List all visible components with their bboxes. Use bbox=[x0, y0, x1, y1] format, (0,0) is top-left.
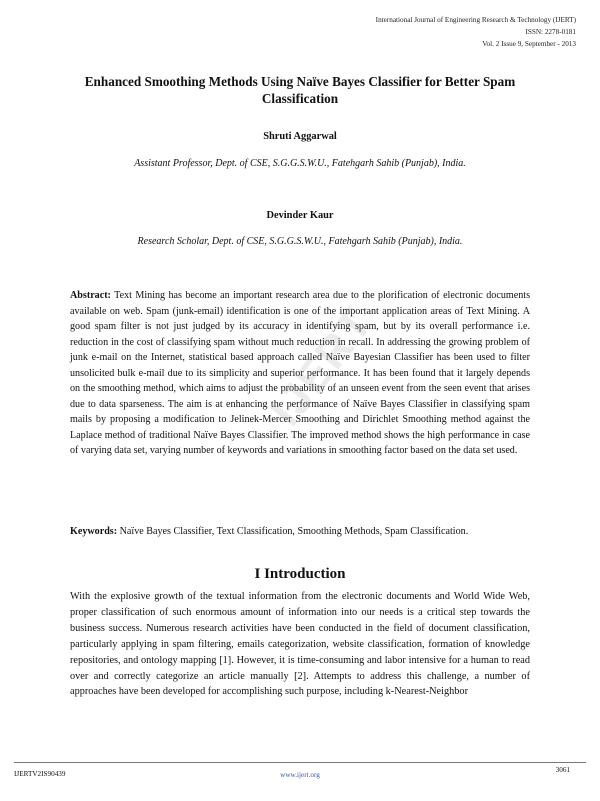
journal-header bbox=[376, 14, 576, 51]
author-name-2: Devinder Kaur bbox=[266, 210, 334, 221]
keywords-label: Keywords: bbox=[70, 526, 118, 537]
footer-page-number: 3061 bbox=[555, 766, 570, 774]
journal-name: International Journal of Engineering Research & Technology (IJERT) bbox=[375, 16, 576, 24]
introduction-text: With the explosive growth of the textual information from the electronic documents and World Wide Web, proper classification of such enormous amount of information into our needs is a critical step towards the business success. Numerous research activities have been conducted in the field of document classification, particularly applying in spam filtering, emails categorization, website classification, formation of knowledge repositories, and ontology mapping [1]. However, it is time-consuming and labor intensive for a human to read over and correctly categorize an article manually [2]. Attempts to address this challenge, a number of approaches have been developed for accomplishing such purpose, including k-Nearest-Neighbor bbox=[70, 591, 530, 698]
footer-divider bbox=[14, 762, 586, 763]
keywords-text: Naïve Bayes Classifier, Text Classification, Smoothing Methods, Spam Classification. bbox=[119, 526, 469, 537]
paper-title: Enhanced Smoothing Methods Using Naïve Bayes Classifier for Better Spam Classification bbox=[84, 74, 516, 106]
author-affiliation-2: Research Scholar, Dept. of CSE, S.G.G.S.W.U., Fatehgarh Sahib (Punjab), India. bbox=[137, 236, 463, 247]
watermark: IJERT bbox=[261, 298, 383, 435]
footer-website-link[interactable]: www.ijert.org bbox=[280, 771, 320, 779]
author-affiliation-1: Assistant Professor, Dept. of CSE, S.G.G.S.W.U., Fatehgarh Sahib (Punjab), India. bbox=[134, 158, 466, 169]
section-heading: I Introduction bbox=[254, 566, 346, 582]
footer-paper-id: IJERTV2IS90439 bbox=[14, 770, 66, 778]
journal-issn: ISSN: 2278-0181 bbox=[525, 28, 576, 37]
abstract-label: Abstract: bbox=[70, 290, 111, 301]
author-name-1: Shruti Aggarwal bbox=[263, 131, 337, 142]
abstract-text: Text Mining has become an important research area due to the plorification of electronic documents available on web. Spam (junk-email) identification is one of the important application areas of Text Mining. A good spam filter is not just judged by its accuracy in identifying spam, but by its overall performance i.e. reduction in the cost of classifying spam without much reduction in recall. In addressing the growing problem of junk e-mail on the Internet, statistical based approach called Naïve Bayesian Classifier has been used to filter unsolicited bulk e-mail due to its simplicity and superior performance. It has been found that it largely depends on the smoothing method, which aims to adjust the probability of an unseen event from the seen event that arises due to data sparseness. The aim is at enhancing the performance of Naïve Bayes Classifier in classifying spam mails by proposing a modification to Jelinek-Mercer Smoothing and Dirichlet Smoothing method against the Laplace method of traditional Naïve Bayes Classifier. The improved method shows the high performance in case of varying data set, varying number of keywords and variations in smoothing factor based on the data set used. bbox=[70, 290, 530, 456]
journal-volume: Vol. 2 Issue 9, September - 2013 bbox=[482, 40, 576, 49]
keywords bbox=[70, 524, 530, 540]
